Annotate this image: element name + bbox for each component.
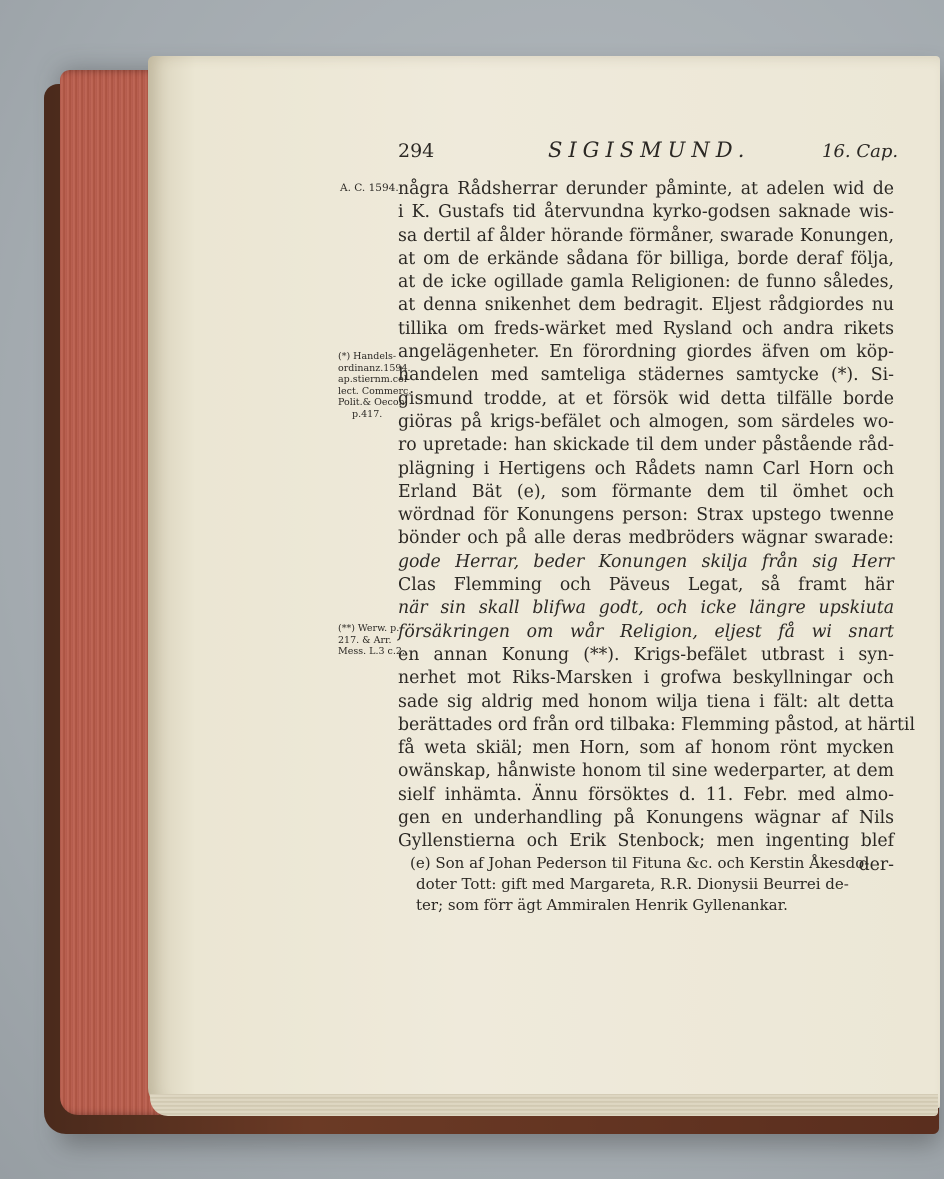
margin-note-line: (*) Handels- <box>338 351 397 362</box>
body-line: när sin skall blifwa godt, och icke längre upskiuta <box>398 598 894 619</box>
margin-note-line: p.417. <box>352 408 383 420</box>
body-line: gismund trodde, at et försök wid detta tilfälle borde <box>398 388 894 409</box>
margin-note-line: Polit.& Oecon. <box>338 397 408 408</box>
body-line: sa dertil af ålder hörande förmåner, swarade Konungen, <box>398 225 894 246</box>
footnote-line: (e) Son af Johan Pederson til Fituna &c. och Kerstin Åkesdo- <box>410 854 870 872</box>
body-line: angelägenheter. En förordning giordes äfven om köp- <box>398 342 894 363</box>
page-number: 294 <box>398 140 435 162</box>
margin-note-line: ordinanz.1594. <box>338 362 411 374</box>
page-edges-bottom <box>150 1094 938 1116</box>
body-line: Gyllenstierna och Erik Stenbock; men ingenting blef <box>398 831 894 852</box>
running-title: SIGISMUND. <box>548 138 751 162</box>
body-line: plägning i Hertigens och Rådets namn Carl Horn och <box>398 458 894 479</box>
body-line: försäkringen om wår Religion, eljest få wi snart <box>398 621 894 642</box>
body-line: owänskap, hånwiste honom til sine wederparter, at dem <box>398 761 894 782</box>
body-line: giöras på krigs-befälet och almogen, som särdeles wo- <box>398 411 894 432</box>
body-line: Erland Bät (e), som förmante dem til ömhet och <box>398 481 894 502</box>
body-line: Clas Flemming och Päveus Legat, så framt här <box>398 575 894 596</box>
margin-note-line: ap.stiernm.col- <box>338 374 411 385</box>
footnote-line: ter; som förr ägt Ammiralen Henrik Gyllenankar. <box>416 896 788 914</box>
body-line: sade sig aldrig med honom wilja tiena i fält: alt detta <box>398 691 894 712</box>
margin-note-2 <box>338 623 404 658</box>
body-line: sielf inhämta. Ännu försöktes d. 11. Febr. med almo- <box>398 784 894 805</box>
chapter-label: 16. Cap. <box>822 141 899 162</box>
body-line: i K. Gustafs tid återvundna kyrko-godsen saknade wis- <box>398 202 894 223</box>
body-line: nerhet mot Riks-Marsken i grofwa beskyllningar och <box>398 668 894 689</box>
body-line: at denna snikenhet dem bedragit. Eljest rådgiordes nu <box>398 295 894 316</box>
body-line: at om de erkände sådana för billiga, borde deraf följa, <box>398 248 894 269</box>
margin-year: A. C. 1594. <box>340 182 399 194</box>
margin-note-line: Mess. L.3 c.2. <box>338 646 405 657</box>
body-text <box>398 178 915 877</box>
body-line: gen en underhandling på Konungens wägnar af Nils <box>398 808 894 829</box>
margin-note-line: 217. & Arr. <box>338 634 392 646</box>
body-line: handelen med samteliga städernes samtycke (*). Si- <box>398 365 894 386</box>
footnote <box>410 853 888 916</box>
body-line: en annan Konung (**). Krigs-befälet utbrast i syn- <box>398 644 894 665</box>
body-line: der- <box>858 854 894 875</box>
margin-note-line: (**) Werw. p. <box>338 623 400 634</box>
margin-note-line: lect. Commerc. <box>338 385 412 397</box>
body-line: at de icke ogillade gamla Religionen: de funno således, <box>398 272 894 293</box>
body-line: tillika om freds-wärket med Rysland och andra rikets <box>398 318 894 339</box>
body-line: bönder och på alle deras medbröders wägnar swarade: <box>398 528 894 549</box>
body-line: få weta skiäl; men Horn, som af honom rönt mycken <box>398 738 894 759</box>
body-line: några Rådsherrar derunder påminte, at adelen wid de <box>398 179 894 199</box>
body-line: gode Herrar, beder Konungen skilja från sig Herr <box>398 551 894 572</box>
body-line: wördnad för Konungens person: Strax upstego twenne <box>398 505 894 526</box>
footnote-line: doter Tott: gift med Margareta, R.R. Dionysii Beurrei de- <box>416 875 849 893</box>
body-line: berättades ord från ord tilbaka: Flemming påstod, at härtil <box>398 714 915 735</box>
margin-note-1 <box>338 351 412 420</box>
body-line: ro upretade: han skickade til dem under påstående råd- <box>398 435 894 456</box>
